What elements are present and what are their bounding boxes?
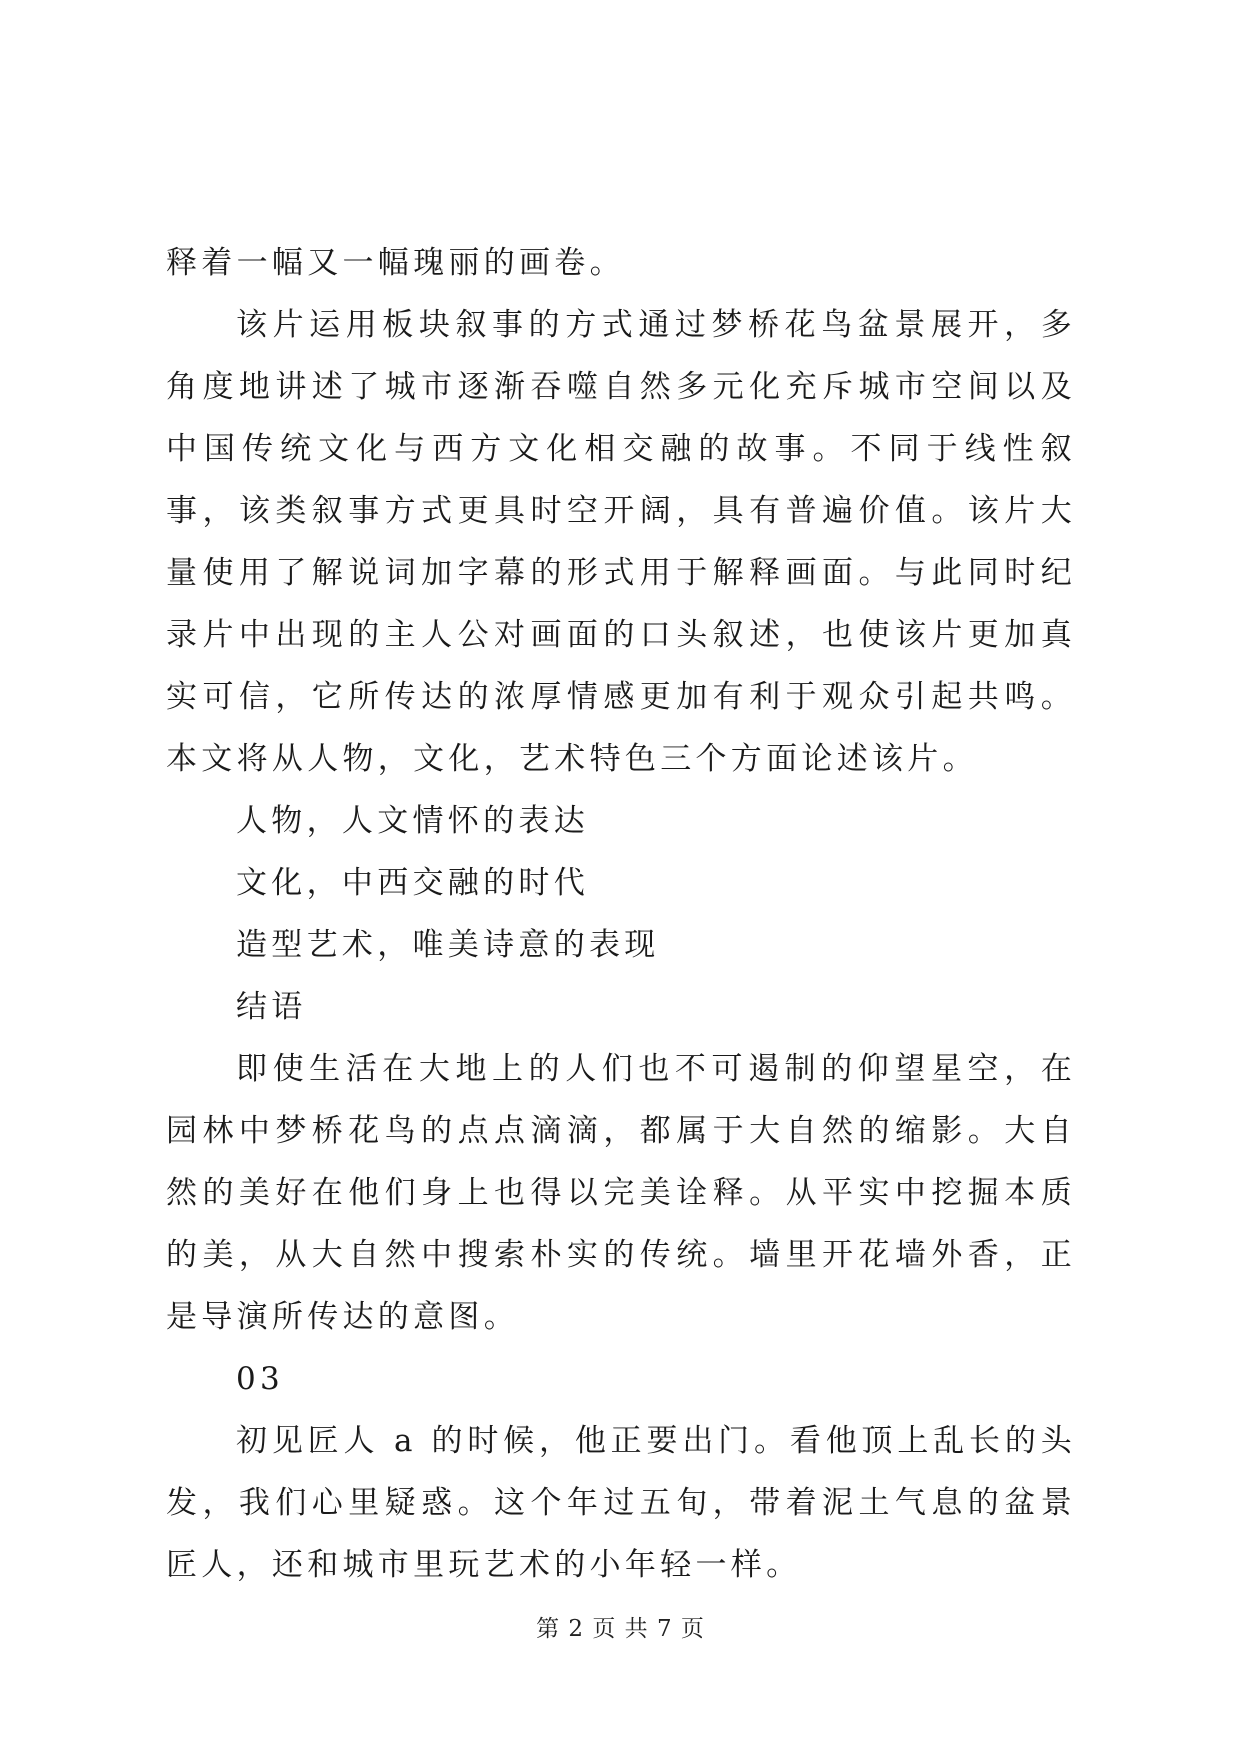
paragraph-intro: 该片运用板块叙事的方式通过梦桥花鸟盆景展开，多角度地讲述了城市逐渐吞噬自然多元化充斥城市空间以及中国传统文化与西方文化相交融的故事。不同于线性叙事，该类叙事方式更具时空开阔，具有普遍价值。该片大量使用了解说词加字幕的形式用于解释画面。与此同时纪录片中出现的主人公对画面的口头叙述，也使该片更加真实可信，它所传达的浓厚情感更加有利于观众引起共鸣。本文将从人物，文化，艺术特色三个方面论述该片。 [166, 307, 1076, 777]
section-heading-conclusion: 结语 [236, 989, 307, 1025]
document-body [166, 232, 1076, 1596]
section-number: 03 [236, 1361, 285, 1397]
page-footer: 第 2 页 共 7 页 [536, 1616, 705, 1642]
paragraph-conclusion: 即使生活在大地上的人们也不可遏制的仰望星空，在园林中梦桥花鸟的点点滴滴，都属于大自然的缩影。大自然的美好在他们身上也得以完美诠释。从平实中挖掘本质的美，从大自然中搜索朴实的传统。墙里开花墙外香，正是导演所传达的意图。 [166, 1051, 1076, 1335]
section-heading-culture: 文化，中西交融的时代 [236, 865, 589, 901]
paragraph-continuation: 释着一幅又一幅瑰丽的画卷。 [166, 245, 625, 281]
section-heading-art: 造型艺术，唯美诗意的表现 [236, 927, 660, 963]
section-heading-people: 人物，人文情怀的表达 [236, 803, 589, 839]
paragraph-artisan: 初见匠人 a 的时候，他正要出门。看他顶上乱长的头发，我们心里疑惑。这个年过五旬，带着泥土气息的盆景匠人，还和城市里玩艺术的小年轻一样。 [166, 1423, 1076, 1583]
